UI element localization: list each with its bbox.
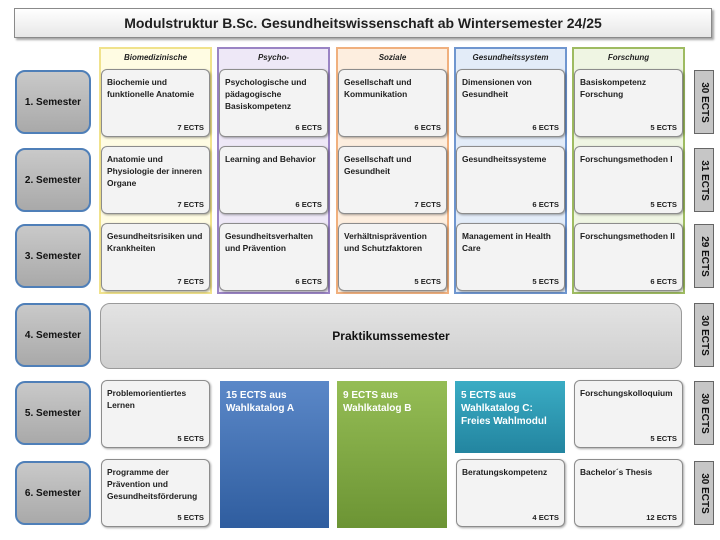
module-card — [101, 380, 210, 448]
module-name: Verhältnisprävention und Schutzfaktoren — [344, 231, 427, 253]
module-card — [219, 69, 328, 137]
module-card — [101, 146, 210, 214]
module-ects: 5 ECTS — [532, 277, 559, 286]
ects-total-semester-3: 29 ECTS — [694, 224, 714, 288]
module-card — [574, 69, 683, 137]
semester-3-label: 3. Semester — [15, 224, 91, 288]
module-ects: 12 ECTS — [646, 513, 677, 522]
module-name: Gesundheitsverhalten und Prävention — [225, 231, 313, 253]
module-name: Problemorientiertes Lernen — [107, 388, 187, 410]
semester-2-label: 2. Semester — [15, 148, 91, 212]
module-name: Psychologische und pädagogische Basiskompetenz — [225, 77, 307, 111]
module-ects: 5 ECTS — [650, 434, 677, 443]
module-ects: 6 ECTS — [414, 123, 441, 132]
module-ects: 7 ECTS — [177, 277, 204, 286]
page-title: Modulstruktur B.Sc. Gesundheitswissenschaft ab Wintersemester 24/25 — [14, 8, 712, 38]
semester-5-label: 5. Semester — [15, 381, 91, 445]
column-label: Soziale — [378, 53, 407, 62]
ects-total-semester-6: 30 ECTS — [694, 461, 714, 525]
praktikum-block: Praktikumssemester — [100, 303, 682, 369]
module-name: Anatomie und Physiologie der inneren Organe — [107, 154, 202, 188]
module-ects: 6 ECTS — [295, 200, 322, 209]
module-card — [456, 459, 565, 527]
module-name: Management in Health Care — [462, 231, 551, 253]
module-ects: 4 ECTS — [532, 513, 559, 522]
module-ects: 5 ECTS — [414, 277, 441, 286]
module-name: Gesellschaft und Kommunikation — [344, 77, 412, 99]
module-card — [574, 459, 683, 527]
module-ects: 5 ECTS — [650, 200, 677, 209]
module-name: Forschungsmethoden I — [580, 154, 673, 164]
module-name: Gesundheitssysteme — [462, 154, 547, 164]
module-card — [219, 146, 328, 214]
module-ects: 7 ECTS — [414, 200, 441, 209]
module-card — [101, 459, 210, 527]
ects-total-semester-2: 31 ECTS — [694, 148, 714, 212]
module-card — [101, 223, 210, 291]
module-name: Beratungskompetenz — [462, 467, 548, 477]
module-name: Programme der Prävention und Gesundheitsförderung — [107, 467, 198, 501]
module-ects: 7 ECTS — [177, 123, 204, 132]
module-card — [456, 146, 565, 214]
module-name: Basiskompetenz Forschung — [580, 77, 647, 99]
ects-total-semester-4: 30 ECTS — [694, 303, 714, 367]
module-card — [574, 146, 683, 214]
module-card — [574, 380, 683, 448]
module-card — [338, 69, 447, 137]
column-label: Forschung — [607, 53, 650, 62]
module-name: Dimensionen von Gesundheit — [462, 77, 532, 99]
module-ects: 6 ECTS — [295, 277, 322, 286]
module-ects: 7 ECTS — [177, 200, 204, 209]
ects-total-semester-5: 30 ECTS — [694, 381, 714, 445]
semester-6-label: 6. Semester — [15, 461, 91, 525]
module-card — [456, 223, 565, 291]
semester-1-label: 1. Semester — [15, 70, 91, 134]
semester-4-label: 4. Semester — [15, 303, 91, 367]
module-card — [338, 223, 447, 291]
module-name: Learning and Behavior — [225, 154, 316, 164]
module-name: Bachelor´s Thesis — [580, 467, 653, 477]
module-card — [219, 223, 328, 291]
module-name: Forschungskolloquium — [580, 388, 673, 398]
column-label: Biomedizinische — [123, 53, 188, 62]
module-ects: 6 ECTS — [295, 123, 322, 132]
ects-total-semester-1: 30 ECTS — [694, 70, 714, 134]
wahlkatalog-c: 5 ECTS aus Wahlkatalog C: Freies Wahlmodul — [455, 381, 565, 453]
module-ects: 5 ECTS — [177, 513, 204, 522]
module-ects: 6 ECTS — [532, 123, 559, 132]
module-card — [456, 69, 565, 137]
module-card — [338, 146, 447, 214]
module-card — [101, 69, 210, 137]
module-ects: 5 ECTS — [650, 123, 677, 132]
module-card — [574, 223, 683, 291]
wahlkatalog-b: 9 ECTS aus Wahlkatalog B — [337, 381, 447, 528]
module-name: Forschungsmethoden II — [580, 231, 675, 241]
module-ects: 6 ECTS — [650, 277, 677, 286]
column-label: Psycho- — [257, 53, 290, 62]
module-ects: 6 ECTS — [532, 200, 559, 209]
module-ects: 5 ECTS — [177, 434, 204, 443]
module-name: Biochemie und funktionelle Anatomie — [107, 77, 195, 99]
wahlkatalog-a: 15 ECTS aus Wahlkatalog A — [220, 381, 329, 528]
module-name: Gesundheitsrisiken und Krankheiten — [107, 231, 203, 253]
module-name: Gesellschaft und Gesundheit — [344, 154, 412, 176]
column-label: Gesundheitssystem — [472, 53, 549, 62]
